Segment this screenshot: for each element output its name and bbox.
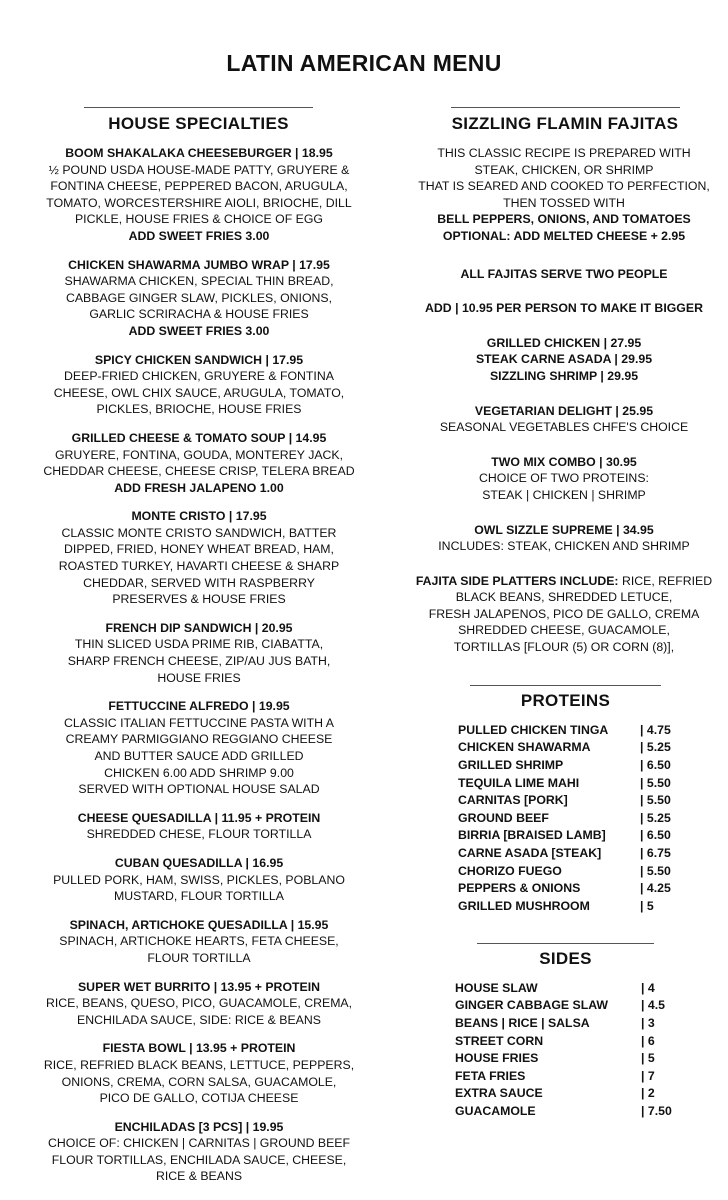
supreme-name: OWL SIZZLE SUPREME | 34.95 [474, 522, 654, 537]
menu-item-description: CHOICE OF: CHICKEN | CARNITAS | GROUND BEEF [48, 1136, 350, 1151]
side-row [455, 997, 715, 1015]
menu-item-description: DEEP-FRIED CHICKEN, GRUYERE & FONTINA [64, 369, 334, 384]
combo-name: TWO MIX COMBO | 30.95 [491, 454, 637, 469]
menu-item [18, 810, 380, 843]
menu-item-description: ENCHILADA SAUCE, SIDE: RICE & BEANS [77, 1012, 321, 1027]
side-row-price: | 7.50 [641, 1103, 672, 1118]
menu-item [18, 430, 380, 496]
protein-row-name: GRILLED MUSHROOM [458, 898, 590, 913]
fajitas-section [402, 145, 726, 668]
protein-row-price: | 6.50 [640, 828, 671, 843]
menu-item-name: ENCHILADAS [3 PCS] | 19.95 [114, 1119, 284, 1134]
protein-row [458, 827, 718, 845]
menu-item-addon: ADD SWEET FRIES 3.00 [128, 323, 270, 338]
menu-item-name: CUBAN QUESADILLA | 16.95 [114, 855, 284, 870]
fajitas-intro-line: STEAK, CHICKEN, OR SHRIMP [474, 162, 654, 177]
protein-row-name: CARNITAS [PORK] [458, 793, 568, 808]
menu-item-description: PICKLE, HOUSE FRIES & CHOICE OF EGG [74, 212, 324, 227]
menu-item [18, 698, 380, 798]
proteins-table [458, 721, 718, 915]
menu-item-description: PRESERVES & HOUSE FRIES [112, 592, 286, 607]
house-specialties-heading: HOUSE SPECIALTIES [108, 114, 289, 133]
fajitas-intro-line: THIS CLASSIC RECIPE IS PREPARED WITH [437, 146, 691, 160]
platters-line: BLACK BEANS, SHREDDED LETUCE, [455, 590, 673, 605]
protein-row [458, 791, 718, 809]
menu-item-description: SERVED WITH OPTIONAL HOUSE SALAD [78, 782, 320, 797]
menu-item-name: MONTE CRISTO | 17.95 [131, 509, 267, 524]
protein-row-price: | 5 [640, 898, 654, 913]
side-row [455, 1102, 715, 1120]
combo-line: CHOICE OF TWO PROTEINS: [479, 471, 649, 486]
fajita-choice: SIZZLING SHRIMP | 29.95 [489, 368, 639, 383]
protein-row-name: CARNE ASADA [STEAK] [458, 845, 602, 860]
protein-row [458, 721, 718, 739]
menu-item-description: DIPPED, FRIED, HONEY WHEAT BREAD, HAM, [64, 542, 334, 557]
fajitas-heading: SIZZLING FLAMIN FAJITAS [451, 114, 679, 133]
menu-item-description: AND BUTTER SAUCE ADD GRILLED [94, 749, 304, 763]
menu-item [18, 917, 380, 967]
house-specialties-list [18, 145, 380, 1197]
menu-item-description: CREAMY PARMIGGIANO REGGIANO CHEESE [65, 732, 333, 747]
menu-item-description: CHEDDAR CHEESE, CHEESE CRISP, TELERA BREAD [43, 464, 355, 479]
protein-row-price: | 5.50 [640, 863, 671, 878]
menu-item-description: FLOUR TORTILLAS, ENCHILADA SAUCE, CHEESE, [51, 1152, 347, 1167]
protein-row-name: CHICKEN SHAWARMA [458, 740, 591, 755]
menu-item-description: ROASTED TURKEY, HAVARTI CHEESE & SHARP [58, 559, 340, 574]
side-row-name: HOUSE SLAW [455, 980, 538, 995]
menu-item-description: GARLIC SCRIRACHA & HOUSE FRIES [89, 307, 309, 322]
menu-item-description: RICE, REFRIED BLACK BEANS, LETTUCE, PEPPERS, [43, 1057, 355, 1072]
fajitas-intro-bold: BELL PEPPERS, ONIONS, AND TOMATOES [437, 212, 691, 227]
menu-item-name: FRENCH DIP SANDWICH | 20.95 [105, 620, 293, 635]
fajitas-serve-note [402, 266, 726, 283]
menu-item [18, 352, 380, 418]
protein-row-price: | 4.25 [640, 881, 671, 896]
sides-rule [477, 943, 654, 944]
owl-sizzle-supreme [402, 522, 726, 555]
menu-item-addon: ADD SWEET FRIES 3.00 [128, 228, 270, 243]
menu-item-description: CHEDDAR, SERVED WITH RASPBERRY [83, 575, 315, 590]
menu-item-description: FLOUR TORTILLA [147, 950, 251, 965]
fajitas-intro-bold: OPTIONAL: ADD MELTED CHEESE + 2.95 [442, 228, 686, 243]
protein-row [458, 897, 718, 915]
protein-row-name: PEPPERS & ONIONS [458, 881, 581, 896]
side-row [455, 1032, 715, 1050]
menu-item-description: ONIONS, CREMA, CORN SALSA, GUACAMOLE, [61, 1074, 337, 1089]
side-row-price: | 5 [641, 1051, 655, 1066]
protein-row-name: GRILLED SHRIMP [458, 757, 564, 772]
fajita-side-platters [402, 573, 726, 656]
add-note: ADD | 10.95 PER PERSON TO MAKE IT BIGGER [425, 301, 703, 316]
fajitas-intro [402, 145, 726, 245]
protein-row-name: BIRRIA [BRAISED LAMB] [458, 828, 606, 843]
vegetarian-delight [402, 403, 726, 436]
menu-item-name: FETTUCCINE ALFREDO | 19.95 [108, 699, 290, 714]
fajitas-choices [402, 335, 726, 385]
protein-row-price: | 5.25 [640, 740, 671, 755]
menu-item-description: PULLED PORK, HAM, SWISS, PICKLES, POBLANO [53, 872, 345, 887]
menu-item-description: CLASSIC MONTE CRISTO SANDWICH, BATTER [61, 525, 337, 540]
side-row-price: | 3 [641, 1015, 655, 1030]
side-row-name: HOUSE FRIES [455, 1051, 539, 1066]
fajita-choice: STEAK CARNE ASADA | 29.95 [475, 352, 653, 367]
side-row-name: EXTRA SAUCE [455, 1086, 543, 1101]
protein-row [458, 844, 718, 862]
side-row-price: | 6 [641, 1033, 655, 1048]
side-row-name: STREET CORN [455, 1033, 544, 1048]
protein-row-price: | 5.50 [640, 793, 671, 808]
menu-item-description: ½ POUND USDA HOUSE-MADE PATTY, GRUYERE & [48, 162, 350, 177]
menu-item-addon: ADD FRESH JALAPENO 1.00 [114, 480, 284, 495]
platters-label: FAJITA SIDE PLATTERS INCLUDE: [415, 573, 619, 588]
menu-item-description: SPINACH, ARTICHOKE HEARTS, FETA CHEESE, [59, 934, 339, 949]
protein-row-name: CHORIZO FUEGO [458, 863, 562, 878]
side-row-price: | 7 [641, 1068, 655, 1083]
side-row-name: GUACAMOLE [455, 1103, 536, 1118]
protein-row [458, 809, 718, 827]
vegetarian-desc: SEASONAL VEGETABLES CHFE'S CHOICE [439, 420, 689, 435]
menu-item [18, 1040, 380, 1106]
protein-row-price: | 5.50 [640, 775, 671, 790]
side-row-price: | 2 [641, 1086, 655, 1101]
combo-line: STEAK | CHICKEN | SHRIMP [482, 487, 646, 502]
menu-item-name: CHEESE QUESADILLA | 11.95 + PROTEIN [77, 810, 321, 825]
menu-item-description: CABBAGE GINGER SLAW, PICKLES, ONIONS, [65, 290, 333, 305]
platters-line: TORTILLAS [FLOUR (5) OR CORN (8)], [453, 640, 675, 655]
menu-item-description: THIN SLICED USDA PRIME RIB, CIABATTA, [74, 637, 324, 652]
menu-item-description: FONTINA CHEESE, PEPPERED BACON, ARUGULA, [50, 179, 348, 194]
fajitas-rule [451, 107, 680, 108]
protein-row-name: TEQUILA LIME MAHI [458, 775, 580, 790]
menu-item-description: GRUYERE, FONTINA, GOUDA, MONTEREY JACK, [54, 447, 344, 462]
proteins-rule [470, 685, 661, 686]
menu-item [18, 855, 380, 905]
menu-item-description: SHAWARMA CHICKEN, SPECIAL THIN BREAD, [64, 274, 334, 289]
platters-line: FRESH JALAPENOS, PICO DE GALLO, CREMA [428, 606, 700, 621]
protein-row [458, 862, 718, 880]
menu-item-description: CLASSIC ITALIAN FETTUCCINE PASTA WITH A [64, 715, 334, 730]
protein-row-price: | 6.50 [640, 757, 671, 772]
side-row [455, 1067, 715, 1085]
side-row-price: | 4.5 [641, 998, 665, 1013]
fajitas-intro-line: THEN TOSSED WITH [503, 195, 625, 210]
vegetarian-name: VEGETARIAN DELIGHT | 25.95 [474, 403, 654, 418]
protein-row-price: | 5.25 [640, 810, 671, 825]
menu-item-description: RICE & BEANS [155, 1169, 243, 1184]
side-row-price: | 4 [641, 980, 655, 995]
menu-item-name: BOOM SHAKALAKA CHEESEBURGER | 18.95 [65, 146, 333, 160]
side-row-name: GINGER CABBAGE SLAW [455, 998, 609, 1013]
menu-item [18, 145, 380, 245]
menu-item-description: PICO DE GALLO, COTIJA CHEESE [99, 1091, 299, 1106]
protein-row [458, 739, 718, 757]
protein-row-price: | 6.75 [640, 845, 671, 860]
menu-item-description: HOUSE FRIES [157, 670, 241, 685]
supreme-desc: INCLUDES: STEAK, CHICKEN AND SHRIMP [438, 539, 690, 554]
side-row-name: BEANS | RICE | SALSA [455, 1015, 590, 1030]
protein-row-name: PULLED CHICKEN TINGA [458, 722, 609, 737]
sides-table [455, 979, 715, 1120]
platters-line: SHREDDED CHEESE, GUACAMOLE, [458, 623, 670, 638]
serve-note: ALL FAJITAS SERVE TWO PEOPLE [460, 266, 668, 281]
menu-item-description: TOMATO, WORCESTERSHIRE AIOLI, BRIOCHE, DILL [46, 195, 352, 210]
menu-item-description: RICE, BEANS, QUESO, PICO, GUACAMOLE, CREMA, [45, 996, 353, 1011]
proteins-heading: PROTEINS [520, 691, 611, 710]
menu-item [18, 1119, 380, 1185]
house-specialties-rule [84, 107, 313, 108]
fajita-choice: GRILLED CHICKEN | 27.95 [486, 335, 642, 350]
protein-row [458, 879, 718, 897]
fajitas-intro-line: THAT IS SEARED AND COOKED TO PERFECTION, [418, 179, 710, 194]
menu-item-description: MUSTARD, FLOUR TORTILLA [114, 889, 284, 904]
platters-first: RICE, REFRIED [618, 573, 713, 588]
menu-item [18, 508, 380, 608]
menu-item-name: GRILLED CHEESE & TOMATO SOUP | 14.95 [71, 430, 327, 445]
protein-row [458, 774, 718, 792]
menu-item-name: SPINACH, ARTICHOKE QUESADILLA | 15.95 [69, 917, 329, 932]
menu-item [18, 620, 380, 686]
menu-title: LATIN AMERICAN MENU [226, 50, 502, 76]
side-row-name: FETA FRIES [455, 1068, 526, 1083]
menu-item-name: SPICY CHICKEN SANDWICH | 17.95 [94, 352, 304, 367]
side-row [455, 979, 715, 997]
menu-item-description: PICKLES, BRIOCHE, HOUSE FRIES [96, 402, 302, 417]
two-mix-combo [402, 454, 726, 504]
menu-item [18, 979, 380, 1029]
menu-item-description: SHARP FRENCH CHEESE, ZIP/AU JUS BATH, [67, 654, 331, 669]
menu-item-description: CHICKEN 6.00 ADD SHRIMP 9.00 [104, 765, 294, 780]
menu-item-description: SHREDDED CHESE, FLOUR TORTILLA [86, 827, 312, 842]
side-row [455, 1049, 715, 1067]
platters-first-line [402, 573, 726, 590]
menu-item-name: SUPER WET BURRITO | 13.95 + PROTEIN [77, 979, 321, 994]
menu-item-description: CHEESE, OWL CHIX SAUCE, ARUGULA, TOMATO, [53, 385, 345, 400]
fajitas-add-note [402, 300, 726, 317]
protein-row-price: | 4.75 [640, 722, 671, 737]
protein-row-name: GROUND BEEF [458, 810, 549, 825]
menu-item-name: CHICKEN SHAWARMA JUMBO WRAP | 17.95 [68, 257, 330, 272]
menu-item-name: FIESTA BOWL | 13.95 + PROTEIN [102, 1041, 296, 1056]
menu-item [18, 257, 380, 340]
protein-row [458, 756, 718, 774]
sides-heading: SIDES [539, 949, 592, 968]
side-row [455, 1085, 715, 1103]
side-row [455, 1014, 715, 1032]
